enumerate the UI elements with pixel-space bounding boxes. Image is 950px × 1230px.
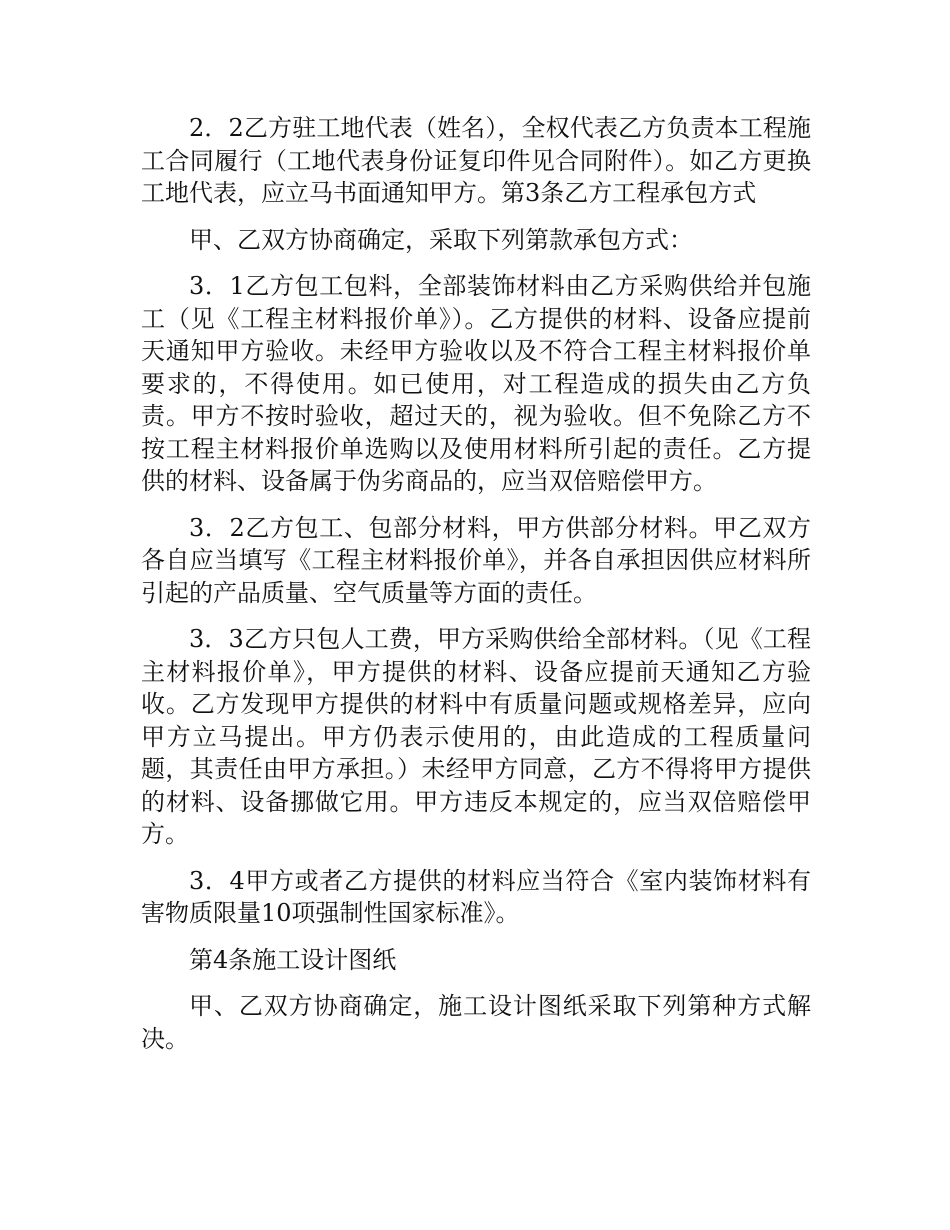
paragraph-3-3-labor-only: 3．3乙方只包人工费，甲方采购供给全部材料。（见《工程主材料报价单》，甲方提供的材料、设备应提前天通知乙方验收。乙方发现甲方提供的材料中有质量问题或规格差异，应向甲方立马提出。甲方仍表示使用的，由此造成的工程质量问题，其责任由甲方承担。）未经甲方同意，乙方不得将甲方提供的材料、设备挪做它用。甲方违反本规定的，应当双倍赔偿甲方。 [141, 625, 811, 848]
paragraph-design-drawings: 甲、乙双方协商确定，施工设计图纸采取下列第种方式解决。 [141, 992, 811, 1053]
paragraph-contract-method-intro: 甲、乙双方协商确定，采取下列第款承包方式： [189, 225, 693, 254]
section-heading-article-4: 第4条施工设计图纸 [189, 945, 397, 974]
document-body [141, 112, 811, 1069]
paragraph-2-2-site-representative: 2．2乙方驻工地代表（姓名），全权代表乙方负责本工程施工合同履行（工地代表身份证复印件见合同附件）。如乙方更换工地代表，应立马书面通知甲方。第3条乙方工程承包方式 [141, 114, 811, 207]
paragraph-3-2-partial-materials: 3．2乙方包工、包部分材料，甲方供部分材料。甲乙双方各自应当填写《工程主材料报价单》，并各自承担因供应材料所引起的产品质量、空气质量等方面的责任。 [141, 513, 811, 607]
paragraph-3-4-material-standards: 3．4甲方或者乙方提供的材料应当符合《室内装饰材料有害物质限量10项强制性国家标准》。 [141, 866, 811, 927]
paragraph-3-1-full-contract: 3．1乙方包工包料，全部装饰材料由乙方采购供给并包施工（见《工程主材料报价单》）。乙方提供的材料、设备应提前天通知甲方验收。未经甲方验收以及不符合工程主材料报价单要求的，不得使用。如已使用，对工程造成的损失由乙方负责。甲方不按时验收，超过天的，视为验收。但不免除乙方不按工程主材料报价单选购以及使用材料所引起的责任。乙方提供的材料、设备属于伪劣商品的，应当双倍赔偿甲方。 [141, 272, 811, 495]
